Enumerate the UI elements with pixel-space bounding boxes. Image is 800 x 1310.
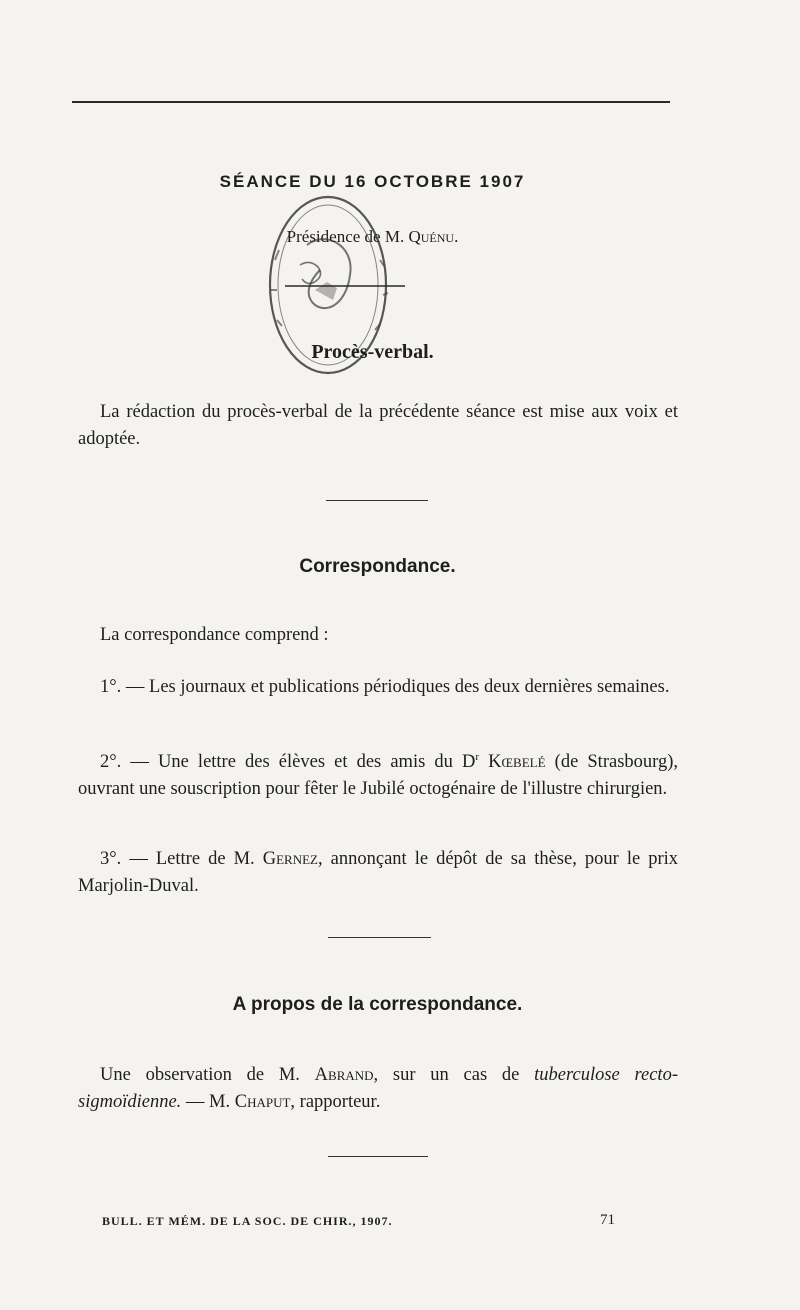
apropos-text-after: rapporteur.	[299, 1092, 381, 1112]
proces-verbal-text: La rédaction du procès-verbal de la précédente séance est mise aux voix et adoptée.	[78, 402, 678, 449]
item-number: 1°. —	[100, 677, 145, 697]
separator-2	[328, 937, 431, 938]
separator-1	[326, 500, 428, 501]
page-number: 71	[600, 1212, 615, 1228]
item-number: 3°. —	[100, 849, 148, 869]
item-superscript: r	[475, 751, 480, 763]
apropos-italic: tuberculose recto-sigmoïdienne.	[78, 1065, 678, 1112]
correspondance-item-1	[78, 674, 678, 701]
apropos-title: A propos de la correspondance.	[232, 994, 523, 1015]
item-text-before: Lettre de M.	[155, 849, 255, 869]
item-text-after: (de Strasbourg), ouvrant une souscription pour fêter le Jubilé octogénaire de l'illustre chirurgien.	[78, 752, 679, 800]
correspondance-item-3	[78, 846, 678, 900]
correspondance-title: Correspondance.	[299, 556, 456, 577]
item-text: Les journaux et publications périodiques des deux dernières semaines.	[149, 677, 670, 697]
apropos-text	[78, 1062, 678, 1116]
item-text-after: annonçant le dépôt de sa thèse, pour le prix Marjolin-Duval.	[78, 849, 679, 896]
president-name: Quénu.	[408, 227, 459, 246]
item-number: 2°. —	[100, 752, 149, 773]
apropos-text-before: Une observation de M.	[100, 1065, 300, 1085]
top-rule	[72, 101, 670, 103]
item-name: Gernez,	[262, 849, 323, 869]
rapporteur-name: Chaput,	[234, 1092, 296, 1112]
correspondance-intro: La correspondance comprend :	[100, 625, 329, 645]
apropos-text-mid: sur un cas de	[392, 1065, 520, 1085]
seance-title: SÉANCE DU 16 OCTOBRE 1907	[219, 172, 526, 191]
separator-3	[328, 1156, 428, 1157]
correspondance-item-2	[78, 744, 678, 803]
proces-verbal-title: Procès-verbal.	[311, 341, 434, 363]
footer-journal: BULL. ET MÉM. DE LA SOC. DE CHIR., 1907.	[102, 1214, 393, 1228]
apropos-text-dash: — M.	[185, 1092, 231, 1112]
observer-name: Abrand,	[314, 1065, 379, 1085]
presidence-label: Présidence de M.	[286, 227, 405, 246]
item-text-before: Une lettre des élèves et des amis du D	[158, 752, 476, 773]
item-name: Kœbelé	[488, 752, 546, 773]
